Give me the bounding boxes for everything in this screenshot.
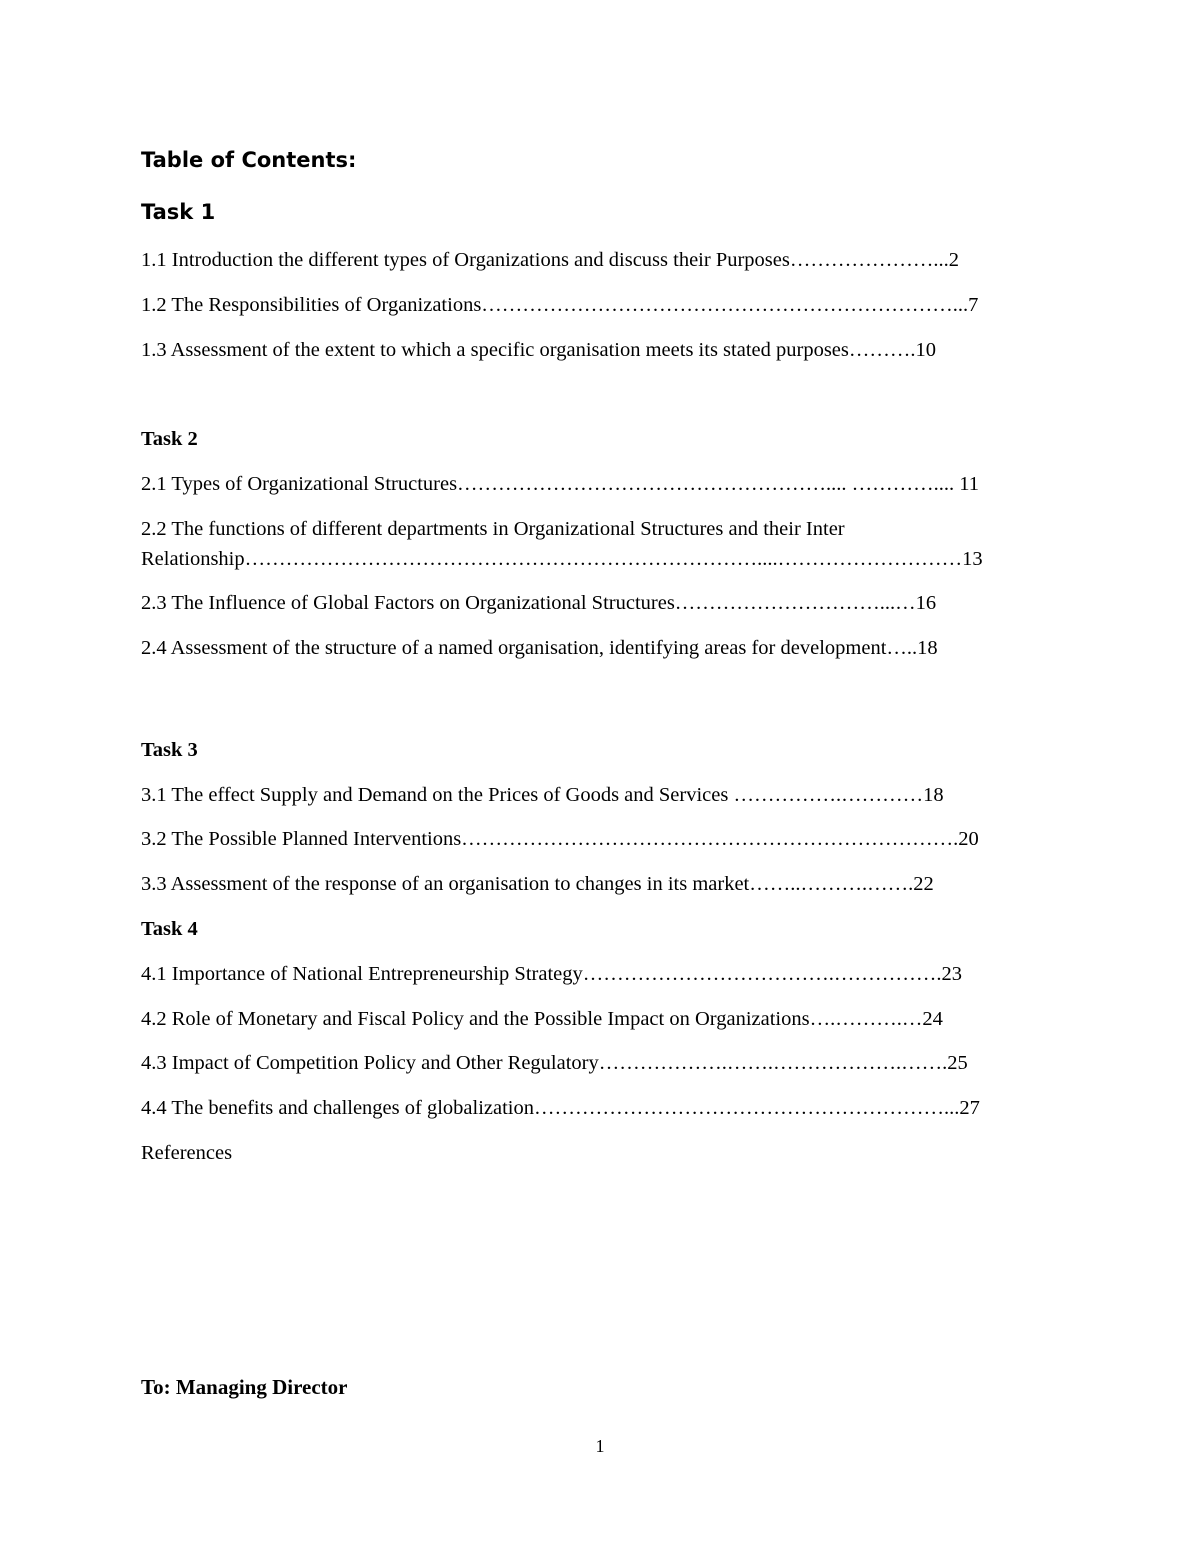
task1-heading: Task 1 <box>141 200 216 224</box>
toc-entry-4-3: 4.3 Impact of Competition Policy and Other Regulatory……………….…….……………….…….25 <box>141 1052 968 1074</box>
toc-entry-2-2: 2.2 The functions of different departments in Organizational Structures and their Inter <box>141 518 845 540</box>
task2-heading: Task 2 <box>141 428 198 450</box>
toc-entry-2-1: 2.1 Types of Organizational Structures……………………………………………….... ………….... 11 <box>141 473 980 495</box>
toc-entry-4-2: 4.2 Role of Monetary and Fiscal Policy and the Possible Impact on Organizations….……….…24 <box>141 1008 943 1030</box>
task3-heading: Task 3 <box>141 739 198 761</box>
toc-entry-4-1: 4.1 Importance of National Entrepreneurship Strategy……………………………….…………….23 <box>141 963 962 985</box>
toc-entry-3-1: 3.1 The effect Supply and Demand on the Prices of Goods and Services …………….…………18 <box>141 784 944 806</box>
toc-entry-1-2: 1.2 The Responsibilities of Organizations……………………………………………………………...7 <box>141 294 979 316</box>
task4-heading: Task 4 <box>141 918 198 940</box>
toc-entry-2-2-cont: Relationship…………………………………………………………………....………………………13 <box>141 548 983 570</box>
toc-entry-2-3: 2.3 The Influence of Global Factors on Organizational Structures…………………………...…16 <box>141 592 937 614</box>
toc-entry-3-3: 3.3 Assessment of the response of an organisation to changes in its market……..……….…….22 <box>141 873 934 895</box>
toc-entry-1-3: 1.3 Assessment of the extent to which a specific organisation meets its stated purposes……….10 <box>141 339 936 361</box>
page-number: 1 <box>595 1436 605 1456</box>
toc-title: Table of Contents: <box>141 148 357 172</box>
toc-entry-3-2: 3.2 The Possible Planned Interventions……………………………………………………………….20 <box>141 828 979 850</box>
toc-entry-4-4: 4.4 The benefits and challenges of globalization……………………………………………………...27 <box>141 1097 980 1119</box>
toc-entry-2-4: 2.4 Assessment of the structure of a named organisation, identifying areas for development…..18 <box>141 637 938 659</box>
references-label: References <box>141 1142 233 1164</box>
toc-entry-1-1: 1.1 Introduction the different types of Organizations and discuss their Purposes…………………...2 <box>141 249 959 271</box>
addressee-line: To: Managing Director <box>141 1375 348 1399</box>
